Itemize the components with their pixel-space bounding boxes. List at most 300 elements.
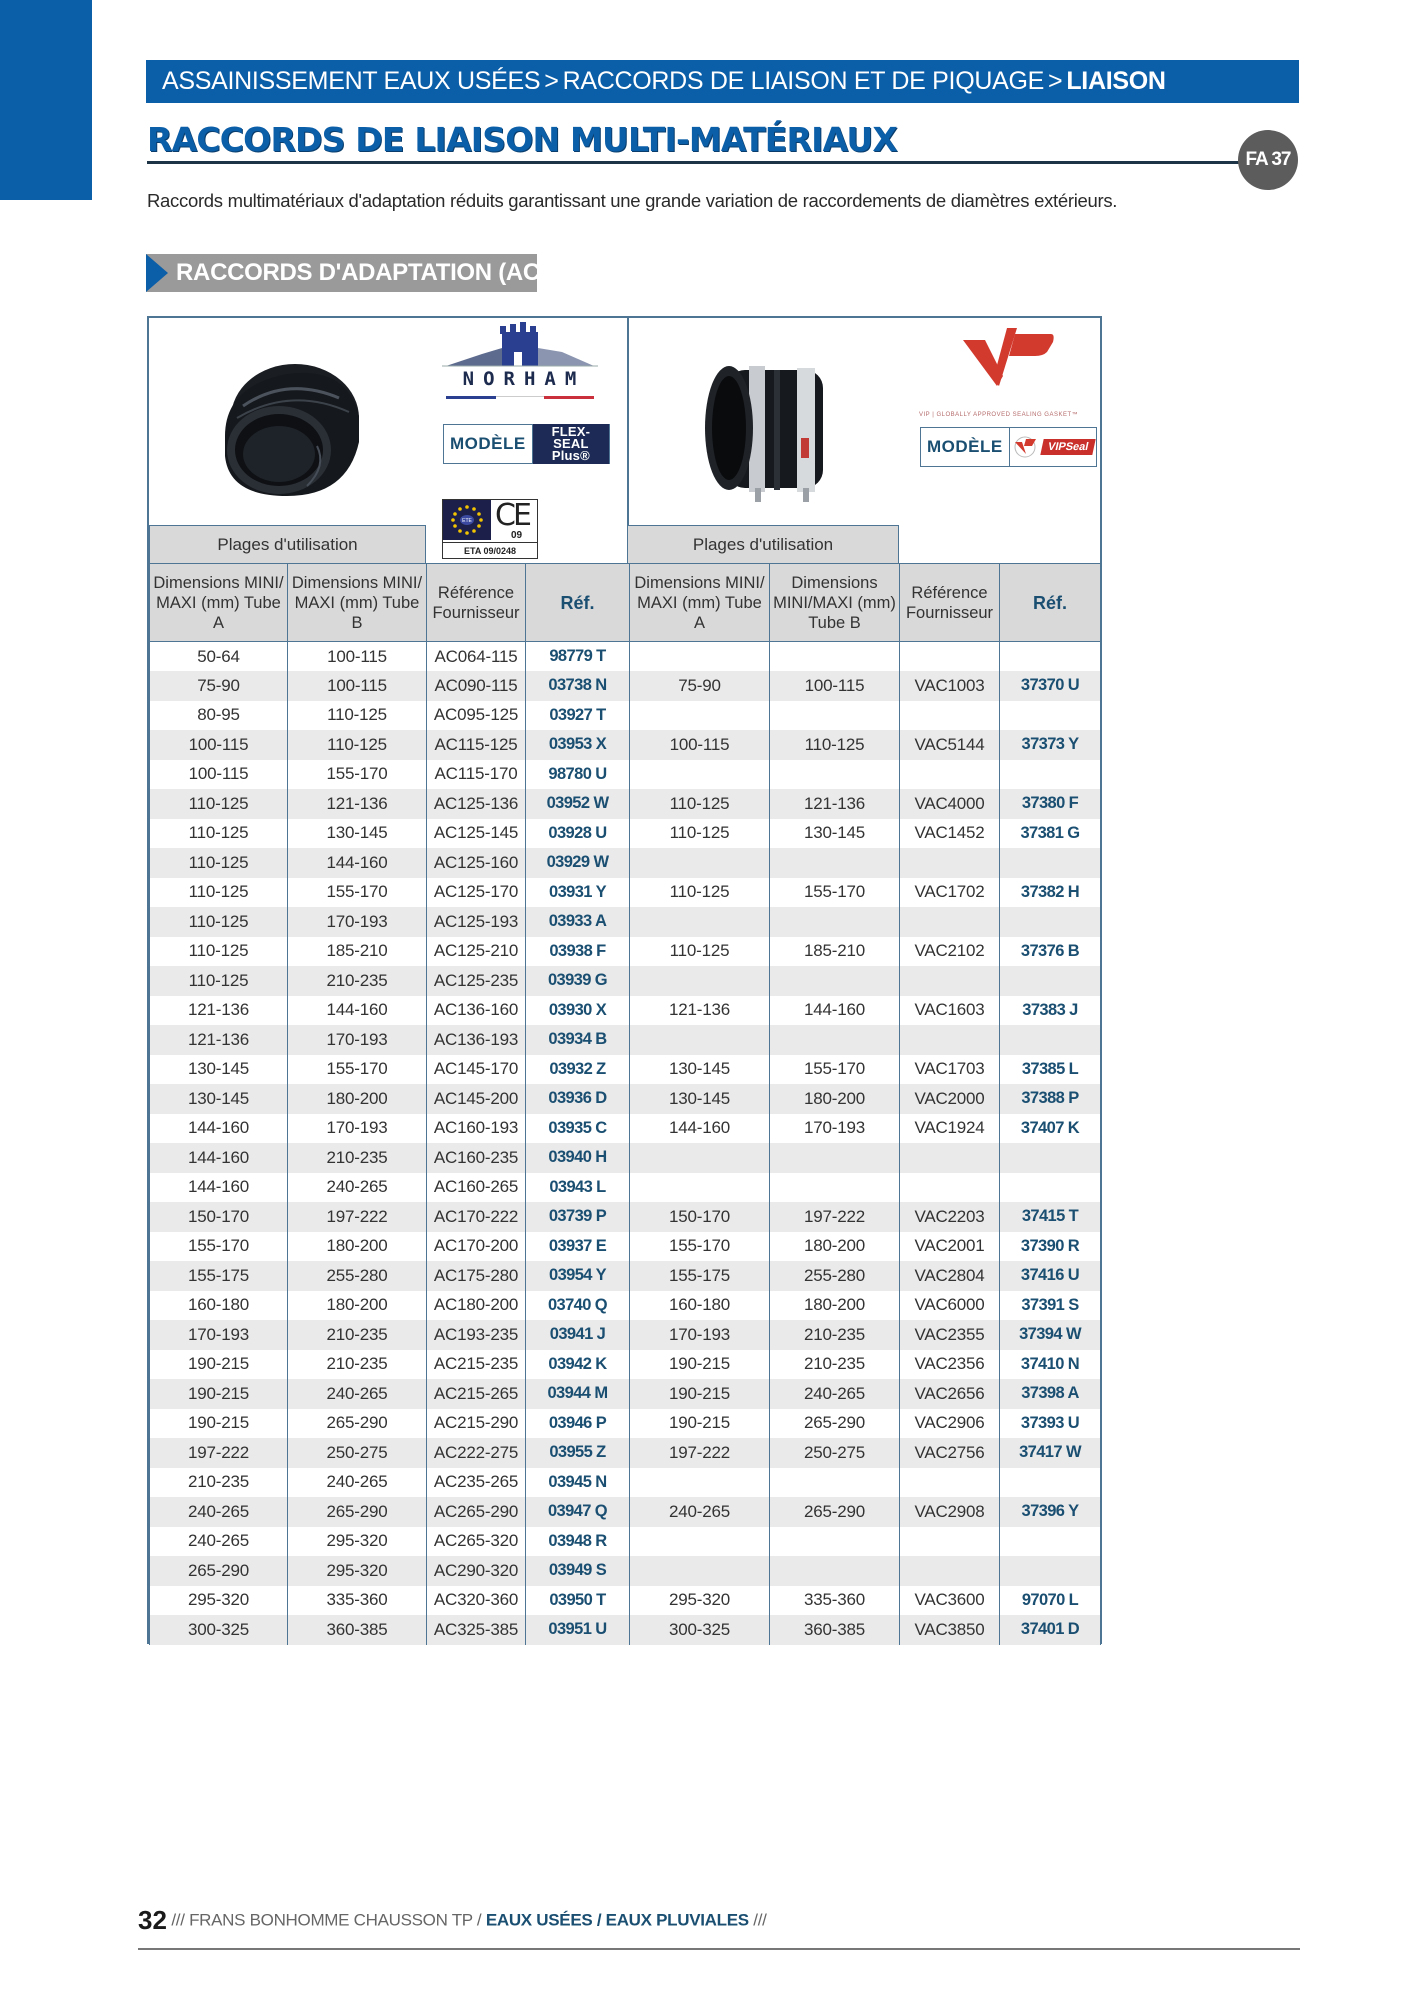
cell-tube-a-right <box>630 642 770 672</box>
cell-tube-a-left: 155-175 <box>150 1261 288 1291</box>
cell-tube-b-right: 335-360 <box>770 1586 900 1616</box>
cell-ref-right <box>1000 848 1101 878</box>
cell-supplier-ref-right <box>900 701 1000 731</box>
norham-logo <box>442 322 598 402</box>
breadcrumb-separator: > <box>1048 67 1063 95</box>
cell-tube-a-left: 210-235 <box>150 1468 288 1498</box>
cell-tube-b-right: 197-222 <box>770 1202 900 1232</box>
footer-company: /// FRANS BONHOMME CHAUSSON TP / <box>171 1910 482 1930</box>
cell-tube-b-left: 240-265 <box>288 1379 427 1409</box>
cell-supplier-ref-right <box>900 1556 1000 1586</box>
cell-tube-a-right <box>630 701 770 731</box>
cell-tube-a-left: 240-265 <box>150 1527 288 1557</box>
cell-tube-a-left: 130-145 <box>150 1084 288 1114</box>
cell-tube-b-right: 121-136 <box>770 789 900 819</box>
cell-supplier-ref-left: AC170-222 <box>427 1202 526 1232</box>
cell-ref-right <box>1000 760 1101 790</box>
cell-supplier-ref-left: AC235-265 <box>427 1468 526 1498</box>
cell-ref-left: 03942 K <box>526 1350 630 1380</box>
cell-tube-b-left: 180-200 <box>288 1084 427 1114</box>
cell-tube-b-left: 144-160 <box>288 848 427 878</box>
table-row <box>150 1379 1101 1409</box>
cell-tube-a-right: 110-125 <box>630 819 770 849</box>
cell-supplier-ref-right <box>900 1468 1000 1498</box>
cell-ref-right: 37381 G <box>1000 819 1101 849</box>
table-row <box>150 937 1101 967</box>
cell-supplier-ref-left: AC125-235 <box>427 966 526 996</box>
cell-supplier-ref-left: AC180-200 <box>427 1291 526 1321</box>
cell-tube-a-left: 240-265 <box>150 1497 288 1527</box>
cell-tube-b-right <box>770 966 900 996</box>
cell-tube-a-right: 110-125 <box>630 789 770 819</box>
cell-supplier-ref-left: AC160-193 <box>427 1114 526 1144</box>
cell-tube-b-left: 121-136 <box>288 789 427 819</box>
breadcrumb-item-liaison: LIAISON <box>1066 67 1166 95</box>
breadcrumb-item-raccords[interactable]: RACCORDS DE LIAISON ET DE PIQUAGE <box>562 67 1045 95</box>
cell-supplier-ref-right: VAC4000 <box>900 789 1000 819</box>
table-row <box>150 1320 1101 1350</box>
cell-tube-b-left: 197-222 <box>288 1202 427 1232</box>
cell-supplier-ref-right: VAC2656 <box>900 1379 1000 1409</box>
table-row <box>150 966 1101 996</box>
cell-tube-b-right: 255-280 <box>770 1261 900 1291</box>
table-row <box>150 1527 1101 1557</box>
cell-tube-b-left: 155-170 <box>288 1055 427 1085</box>
cell-tube-a-right: 295-320 <box>630 1586 770 1616</box>
cell-tube-b-right <box>770 1468 900 1498</box>
cell-ref-right <box>1000 642 1101 672</box>
table-row <box>150 1114 1101 1144</box>
cell-tube-b-right: 360-385 <box>770 1615 900 1645</box>
model-label: MODÈLE <box>921 428 1010 466</box>
cell-ref-right: 37391 S <box>1000 1291 1101 1321</box>
cell-ref-right <box>1000 1025 1101 1055</box>
table-row <box>150 1261 1101 1291</box>
cell-ref-right: 37383 J <box>1000 996 1101 1026</box>
cell-supplier-ref-right: VAC2102 <box>900 937 1000 967</box>
cell-ref-left: 03948 R <box>526 1527 630 1557</box>
cell-tube-b-right: 185-210 <box>770 937 900 967</box>
cell-tube-b-right: 110-125 <box>770 730 900 760</box>
cell-tube-b-left: 180-200 <box>288 1232 427 1262</box>
cell-tube-b-left: 100-115 <box>288 642 427 672</box>
cell-tube-b-left: 210-235 <box>288 966 427 996</box>
plages-header-left: Plages d'utilisation <box>149 525 426 564</box>
page-footer <box>138 1905 767 1936</box>
cell-tube-b-left: 210-235 <box>288 1143 427 1173</box>
cell-ref-left: 03949 S <box>526 1556 630 1586</box>
cell-ref-left: 98779 T <box>526 642 630 672</box>
vipseal-logo: VIPSeal <box>1010 428 1096 466</box>
cell-tube-b-right: 265-290 <box>770 1497 900 1527</box>
cell-supplier-ref-right: VAC1703 <box>900 1055 1000 1085</box>
cell-supplier-ref-left: AC136-160 <box>427 996 526 1026</box>
cell-ref-left: 03951 U <box>526 1615 630 1645</box>
cell-supplier-ref-left: AC115-170 <box>427 760 526 790</box>
cell-supplier-ref-left: AC222-275 <box>427 1438 526 1468</box>
cell-supplier-ref-left: AC125-145 <box>427 819 526 849</box>
cell-ref-left: 98780 U <box>526 760 630 790</box>
cell-tube-b-left: 100-115 <box>288 671 427 701</box>
table-row <box>150 1143 1101 1173</box>
table-row <box>150 1438 1101 1468</box>
cell-tube-a-left: 110-125 <box>150 907 288 937</box>
cell-supplier-ref-right: VAC1702 <box>900 878 1000 908</box>
cell-tube-b-left: 210-235 <box>288 1350 427 1380</box>
cell-tube-a-left: 170-193 <box>150 1320 288 1350</box>
table-row <box>150 642 1101 672</box>
cell-ref-left: 03953 X <box>526 730 630 760</box>
cell-ref-left: 03954 Y <box>526 1261 630 1291</box>
cell-tube-b-left: 155-170 <box>288 878 427 908</box>
cell-ref-left: 03739 P <box>526 1202 630 1232</box>
cell-ref-left: 03931 Y <box>526 878 630 908</box>
cell-tube-a-left: 155-170 <box>150 1232 288 1262</box>
cell-ref-left: 03932 Z <box>526 1055 630 1085</box>
side-color-block <box>0 0 92 200</box>
cell-tube-b-left: 110-125 <box>288 730 427 760</box>
cell-tube-a-right <box>630 1143 770 1173</box>
cell-supplier-ref-left: AC160-265 <box>427 1173 526 1203</box>
cell-tube-a-right: 197-222 <box>630 1438 770 1468</box>
cell-tube-a-right: 150-170 <box>630 1202 770 1232</box>
cell-supplier-ref-left: AC160-235 <box>427 1143 526 1173</box>
cell-tube-b-right: 250-275 <box>770 1438 900 1468</box>
cell-tube-a-right: 144-160 <box>630 1114 770 1144</box>
cell-supplier-ref-left: AC290-320 <box>427 1556 526 1586</box>
cell-supplier-ref-left: AC265-290 <box>427 1497 526 1527</box>
cell-ref-right: 37416 U <box>1000 1261 1101 1291</box>
table-row <box>150 878 1101 908</box>
cell-supplier-ref-right: VAC1003 <box>900 671 1000 701</box>
cell-ref-right: 37396 Y <box>1000 1497 1101 1527</box>
cell-supplier-ref-right <box>900 966 1000 996</box>
dimensions-table <box>149 563 1101 1645</box>
cell-supplier-ref-right: VAC2804 <box>900 1261 1000 1291</box>
cell-tube-b-left: 265-290 <box>288 1497 427 1527</box>
cell-tube-b-right: 180-200 <box>770 1232 900 1262</box>
table-row <box>150 1409 1101 1439</box>
title-divider <box>147 161 1242 164</box>
section-banner <box>146 254 548 292</box>
cell-tube-b-left: 295-320 <box>288 1556 427 1586</box>
cell-tube-b-right <box>770 1025 900 1055</box>
cell-ref-left: 03930 X <box>526 996 630 1026</box>
cell-supplier-ref-left: AC325-385 <box>427 1615 526 1645</box>
cell-tube-a-right: 130-145 <box>630 1055 770 1085</box>
cell-ref-left: 03927 T <box>526 701 630 731</box>
eu-stars-icon <box>443 500 491 540</box>
model-vipseal <box>920 427 1097 467</box>
cell-tube-a-left: 110-125 <box>150 937 288 967</box>
cell-supplier-ref-left: AC125-136 <box>427 789 526 819</box>
vip-tagline: VIP | GLOBALLY APPROVED SEALING GASKET™ <box>919 412 1079 418</box>
cell-supplier-ref-right: VAC2001 <box>900 1232 1000 1262</box>
cell-supplier-ref-right: VAC2756 <box>900 1438 1000 1468</box>
cell-ref-right <box>1000 701 1101 731</box>
cell-ref-left: 03937 E <box>526 1232 630 1262</box>
arrow-right-icon <box>146 254 168 292</box>
cell-tube-a-right: 300-325 <box>630 1615 770 1645</box>
cell-tube-b-right <box>770 907 900 937</box>
cell-ref-left: 03952 W <box>526 789 630 819</box>
norham-wordmark: NORHAM <box>462 368 586 390</box>
cell-tube-b-right <box>770 1527 900 1557</box>
table-row <box>150 1202 1101 1232</box>
cell-tube-a-left: 190-215 <box>150 1350 288 1380</box>
col-header-tube-a-right: Dimensions MINI/ MAXI (mm) Tube A <box>630 564 770 642</box>
page-title: RACCORDS DE LIAISON MULTI-MATÉRIAUX <box>147 120 897 159</box>
cell-tube-b-right: 155-170 <box>770 1055 900 1085</box>
cell-ref-right: 37376 B <box>1000 937 1101 967</box>
cell-tube-a-right <box>630 848 770 878</box>
ce-number: 09 <box>511 530 523 541</box>
cell-tube-a-right <box>630 1556 770 1586</box>
cell-tube-a-left: 110-125 <box>150 819 288 849</box>
cell-tube-a-left: 80-95 <box>150 701 288 731</box>
col-header-ref-right: Réf. <box>1000 564 1101 642</box>
cell-tube-b-right: 240-265 <box>770 1379 900 1409</box>
cell-tube-a-left: 197-222 <box>150 1438 288 1468</box>
cell-supplier-ref-left: AC136-193 <box>427 1025 526 1055</box>
cell-tube-b-left: 155-170 <box>288 760 427 790</box>
table-row <box>150 1497 1101 1527</box>
cell-supplier-ref-right: VAC3850 <box>900 1615 1000 1645</box>
table-row <box>150 1173 1101 1203</box>
table-row <box>150 1232 1101 1262</box>
cell-tube-b-right: 210-235 <box>770 1350 900 1380</box>
cell-ref-right: 37415 T <box>1000 1202 1101 1232</box>
cell-supplier-ref-left: AC145-200 <box>427 1084 526 1114</box>
cell-tube-a-right: 100-115 <box>630 730 770 760</box>
vip-mini-icon <box>1012 436 1038 458</box>
table-row <box>150 1084 1101 1114</box>
cell-ref-left: 03955 Z <box>526 1438 630 1468</box>
cell-supplier-ref-left: AC095-125 <box>427 701 526 731</box>
cell-tube-a-left: 150-170 <box>150 1202 288 1232</box>
model-flex-seal <box>443 424 610 464</box>
cell-tube-a-right: 155-175 <box>630 1261 770 1291</box>
cell-tube-a-left: 190-215 <box>150 1409 288 1439</box>
col-header-tube-b-right: Dimensions MINI/MAXI (mm) Tube B <box>770 564 900 642</box>
cell-supplier-ref-left: AC320-360 <box>427 1586 526 1616</box>
cell-supplier-ref-right <box>900 1143 1000 1173</box>
cell-ref-right: 37380 F <box>1000 789 1101 819</box>
cell-tube-b-right: 100-115 <box>770 671 900 701</box>
cell-supplier-ref-right: VAC1452 <box>900 819 1000 849</box>
vipseal-coupling-image <box>697 348 852 513</box>
cell-tube-b-left: 255-280 <box>288 1261 427 1291</box>
cell-tube-b-right: 130-145 <box>770 819 900 849</box>
vip-logo <box>959 326 1055 388</box>
cell-ref-right: 37407 K <box>1000 1114 1101 1144</box>
breadcrumb-separator: > <box>544 67 559 95</box>
cell-tube-b-right <box>770 642 900 672</box>
cell-ref-right: 37401 D <box>1000 1615 1101 1645</box>
cell-ref-left: 03941 J <box>526 1320 630 1350</box>
cell-tube-a-left: 110-125 <box>150 878 288 908</box>
table-body <box>150 642 1101 1645</box>
table-row <box>150 1055 1101 1085</box>
breadcrumb-item-assainissement[interactable]: ASSAINISSEMENT EAUX USÉES <box>162 67 541 95</box>
cell-ref-right <box>1000 907 1101 937</box>
cell-ref-right: 37398 A <box>1000 1379 1101 1409</box>
table-row <box>150 701 1101 731</box>
cell-tube-b-left: 130-145 <box>288 819 427 849</box>
cell-tube-a-left: 100-115 <box>150 730 288 760</box>
cell-tube-b-left: 250-275 <box>288 1438 427 1468</box>
cell-ref-left: 03933 A <box>526 907 630 937</box>
table-row <box>150 730 1101 760</box>
svg-text:ETE: ETE <box>462 518 472 524</box>
cell-supplier-ref-right: VAC3600 <box>900 1586 1000 1616</box>
cell-tube-a-left: 160-180 <box>150 1291 288 1321</box>
model-label: MODÈLE <box>444 425 533 463</box>
cell-ref-right: 37417 W <box>1000 1438 1101 1468</box>
cell-tube-a-left: 144-160 <box>150 1173 288 1203</box>
footer-category: EAUX USÉES / EAUX PLUVIALES <box>485 1910 749 1930</box>
cell-tube-b-left: 240-265 <box>288 1468 427 1498</box>
cell-tube-a-right: 190-215 <box>630 1379 770 1409</box>
cell-tube-a-right: 75-90 <box>630 671 770 701</box>
cell-supplier-ref-left: AC125-193 <box>427 907 526 937</box>
cell-ref-right: 37410 N <box>1000 1350 1101 1380</box>
cell-tube-a-left: 265-290 <box>150 1556 288 1586</box>
cell-tube-b-right <box>770 1143 900 1173</box>
cell-tube-a-left: 110-125 <box>150 789 288 819</box>
cell-ref-left: 03950 T <box>526 1586 630 1616</box>
cell-supplier-ref-left: AC145-170 <box>427 1055 526 1085</box>
table-header-row <box>150 564 1101 642</box>
cell-tube-b-right: 170-193 <box>770 1114 900 1144</box>
cell-ref-right <box>1000 1468 1101 1498</box>
cell-tube-a-right: 130-145 <box>630 1084 770 1114</box>
cell-ref-right <box>1000 1143 1101 1173</box>
table-row <box>150 1025 1101 1055</box>
cell-tube-b-left: 170-193 <box>288 1025 427 1055</box>
cell-tube-b-left: 110-125 <box>288 701 427 731</box>
cell-tube-b-left: 335-360 <box>288 1586 427 1616</box>
cell-supplier-ref-left: AC064-115 <box>427 642 526 672</box>
cell-ref-left: 03935 C <box>526 1114 630 1144</box>
cell-tube-a-right <box>630 907 770 937</box>
cell-ref-right <box>1000 1556 1101 1586</box>
cell-tube-b-right: 144-160 <box>770 996 900 1026</box>
cell-tube-b-right: 180-200 <box>770 1291 900 1321</box>
block-divider <box>627 318 629 526</box>
cell-ref-right: 37382 H <box>1000 878 1101 908</box>
col-header-tube-b-left: Dimensions MINI/ MAXI (mm) Tube B <box>288 564 427 642</box>
cell-supplier-ref-right: VAC5144 <box>900 730 1000 760</box>
cell-supplier-ref-left: AC125-160 <box>427 848 526 878</box>
cell-tube-a-right: 121-136 <box>630 996 770 1026</box>
section-title: RACCORDS D'ADAPTATION (AC) <box>176 259 548 286</box>
product-table <box>147 316 1102 1644</box>
cell-ref-left: 03939 G <box>526 966 630 996</box>
cell-tube-b-right: 155-170 <box>770 878 900 908</box>
table-row <box>150 671 1101 701</box>
col-header-supplier-ref-left: Référence Fournisseur <box>427 564 526 642</box>
cell-tube-a-right: 190-215 <box>630 1350 770 1380</box>
footer-suffix: /// <box>753 1910 767 1930</box>
cell-tube-a-left: 144-160 <box>150 1143 288 1173</box>
cell-supplier-ref-right: VAC6000 <box>900 1291 1000 1321</box>
cell-ref-right <box>1000 1527 1101 1557</box>
cell-ref-right: 37390 R <box>1000 1232 1101 1262</box>
col-header-tube-a-left: Dimensions MINI/ MAXI (mm) Tube A <box>150 564 288 642</box>
cell-ref-left: 03940 H <box>526 1143 630 1173</box>
cell-supplier-ref-right: VAC1603 <box>900 996 1000 1026</box>
cell-supplier-ref-left: AC125-210 <box>427 937 526 967</box>
cell-tube-b-left: 185-210 <box>288 937 427 967</box>
cell-ref-left: 03738 N <box>526 671 630 701</box>
cell-tube-b-left: 265-290 <box>288 1409 427 1439</box>
cell-supplier-ref-left: AC175-280 <box>427 1261 526 1291</box>
cell-ref-left: 03947 Q <box>526 1497 630 1527</box>
cell-tube-a-left: 121-136 <box>150 1025 288 1055</box>
ce-certification-badge <box>442 499 538 559</box>
cell-tube-b-right <box>770 848 900 878</box>
table-row <box>150 1615 1101 1645</box>
cell-supplier-ref-right: VAC2203 <box>900 1202 1000 1232</box>
table-row <box>150 1350 1101 1380</box>
cell-tube-b-right <box>770 1173 900 1203</box>
cell-tube-a-left: 110-125 <box>150 966 288 996</box>
cell-supplier-ref-right <box>900 1173 1000 1203</box>
cell-ref-left: 03943 L <box>526 1173 630 1203</box>
cell-tube-a-left: 100-115 <box>150 760 288 790</box>
cell-tube-a-left: 50-64 <box>150 642 288 672</box>
cell-tube-b-right: 210-235 <box>770 1320 900 1350</box>
table-row <box>150 996 1101 1026</box>
cell-ref-right <box>1000 966 1101 996</box>
cell-ref-right <box>1000 1173 1101 1203</box>
cell-tube-b-right: 180-200 <box>770 1084 900 1114</box>
cell-tube-a-right: 170-193 <box>630 1320 770 1350</box>
col-header-supplier-ref-right: Référence Fournisseur <box>900 564 1000 642</box>
cell-supplier-ref-left: AC215-290 <box>427 1409 526 1439</box>
cell-tube-a-left: 295-320 <box>150 1586 288 1616</box>
cell-supplier-ref-right <box>900 848 1000 878</box>
cell-tube-b-right <box>770 701 900 731</box>
cell-ref-right: 37373 Y <box>1000 730 1101 760</box>
cell-supplier-ref-right: VAC2000 <box>900 1084 1000 1114</box>
cell-tube-a-right <box>630 1527 770 1557</box>
table-row <box>150 848 1101 878</box>
cell-supplier-ref-left: AC125-170 <box>427 878 526 908</box>
eta-number: ETA 09/0248 <box>443 542 537 558</box>
cell-supplier-ref-left: AC115-125 <box>427 730 526 760</box>
cell-supplier-ref-right: VAC2908 <box>900 1497 1000 1527</box>
plages-header-right: Plages d'utilisation <box>627 525 899 564</box>
cell-supplier-ref-right <box>900 760 1000 790</box>
cell-supplier-ref-left: AC215-265 <box>427 1379 526 1409</box>
cell-tube-a-right: 190-215 <box>630 1409 770 1439</box>
cell-ref-left: 03929 W <box>526 848 630 878</box>
cell-ref-right: 37393 U <box>1000 1409 1101 1439</box>
cell-supplier-ref-left: AC215-235 <box>427 1350 526 1380</box>
cell-tube-a-left: 75-90 <box>150 671 288 701</box>
cell-ref-left: 03740 Q <box>526 1291 630 1321</box>
table-row <box>150 819 1101 849</box>
cell-ref-left: 03934 B <box>526 1025 630 1055</box>
table-row <box>150 1468 1101 1498</box>
table-row <box>150 1291 1101 1321</box>
cell-tube-a-right: 110-125 <box>630 878 770 908</box>
cell-tube-a-left: 144-160 <box>150 1114 288 1144</box>
footer-divider <box>138 1948 1300 1950</box>
cell-tube-b-right: 265-290 <box>770 1409 900 1439</box>
